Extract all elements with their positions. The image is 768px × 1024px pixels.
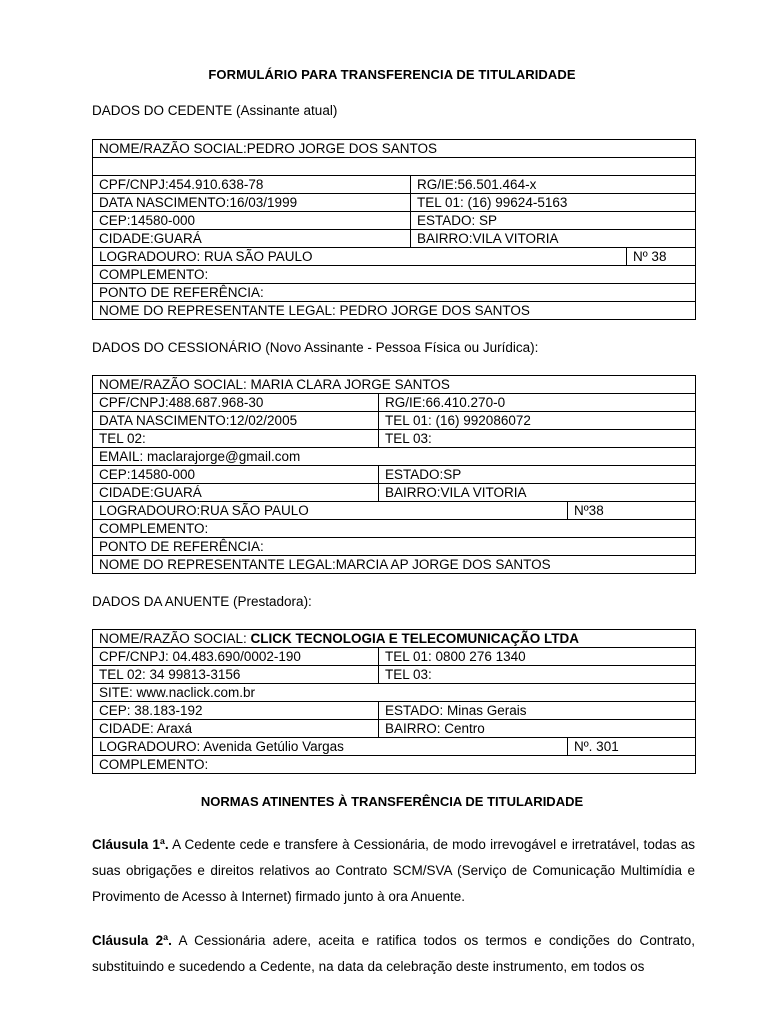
- anuente-nome-label: NOME/RAZÃO SOCIAL:: [99, 631, 251, 646]
- anuente-tel03[interactable]: TEL 03:: [379, 666, 696, 684]
- cessionario-complemento[interactable]: COMPLEMENTO:: [93, 520, 696, 538]
- clausula-2-label: Cláusula 2ª.: [92, 933, 172, 948]
- cessionario-tel02[interactable]: TEL 02:: [93, 430, 379, 448]
- cessionario-estado[interactable]: ESTADO:SP: [379, 466, 696, 484]
- cessionario-email[interactable]: EMAIL: maclarajorge@gmail.com: [93, 448, 696, 466]
- cedente-table: [92, 139, 696, 320]
- anuente-complemento[interactable]: COMPLEMENTO:: [93, 756, 696, 774]
- cedente-cep[interactable]: CEP:14580-000: [93, 212, 411, 230]
- anuente-cidade[interactable]: CIDADE: Araxá: [93, 720, 379, 738]
- document-title: FORMULÁRIO PARA TRANSFERENCIA DE TITULARIDADE: [208, 67, 576, 82]
- anuente-heading: DADOS DA ANUENTE (Prestadora):: [92, 594, 312, 609]
- anuente-numero[interactable]: Nº. 301: [568, 738, 696, 756]
- anuente-logradouro[interactable]: LOGRADOURO: Avenida Getúlio Vargas: [93, 738, 568, 756]
- cedente-numero[interactable]: Nº 38: [627, 248, 696, 266]
- cedente-representante[interactable]: NOME DO REPRESENTANTE LEGAL: PEDRO JORGE DOS SANTOS: [93, 302, 696, 320]
- cessionario-bairro[interactable]: BAIRRO:VILA VITORIA: [379, 484, 696, 502]
- clausula-1-label: Cláusula 1ª.: [92, 837, 169, 852]
- cedente-cpf[interactable]: CPF/CNPJ:454.910.638-78: [93, 176, 411, 194]
- cessionario-table: [92, 375, 696, 574]
- clausula-2: [92, 928, 695, 980]
- cessionario-numero[interactable]: Nº38: [568, 502, 696, 520]
- anuente-site[interactable]: SITE: www.naclick.com.br: [93, 684, 696, 702]
- clausula-1-text: A Cedente cede e transfere à Cessionária, de modo irrevogável e irretratável, todas as suas obrigações e direitos relativos ao Contrato SCM/SVA (Serviço de Comunicação Multimídia e Provimento de Acesso à Internet) firmado junto à ora Anuente.: [92, 837, 695, 904]
- cedente-cidade[interactable]: CIDADE:GUARÁ: [93, 230, 411, 248]
- anuente-cpf[interactable]: CPF/CNPJ: 04.483.690/0002-190: [93, 648, 379, 666]
- cedente-logradouro[interactable]: LOGRADOURO: RUA SÃO PAULO: [93, 248, 627, 266]
- cedente-bairro[interactable]: BAIRRO:VILA VITORIA: [411, 230, 696, 248]
- cessionario-representante[interactable]: NOME DO REPRESENTANTE LEGAL:MARCIA AP JORGE DOS SANTOS: [93, 556, 696, 574]
- cessionario-referencia[interactable]: PONTO DE REFERÊNCIA:: [93, 538, 696, 556]
- cessionario-cep[interactable]: CEP:14580-000: [93, 466, 379, 484]
- cessionario-nome[interactable]: NOME/RAZÃO SOCIAL: MARIA CLARA JORGE SANTOS: [93, 376, 696, 394]
- cedente-referencia[interactable]: PONTO DE REFERÊNCIA:: [93, 284, 696, 302]
- anuente-nome[interactable]: [93, 630, 696, 648]
- cessionario-nascimento[interactable]: DATA NASCIMENTO:12/02/2005: [93, 412, 379, 430]
- cedente-tel01[interactable]: TEL 01: (16) 99624-5163: [411, 194, 696, 212]
- cessionario-heading: DADOS DO CESSIONÁRIO (Novo Assinante - Pessoa Física ou Jurídica):: [92, 340, 539, 355]
- cedente-heading: DADOS DO CEDENTE (Assinante atual): [92, 103, 338, 118]
- anuente-table: [92, 629, 696, 774]
- cedente-complemento[interactable]: COMPLEMENTO:: [93, 266, 696, 284]
- clausula-1: [92, 832, 695, 910]
- anuente-tel01[interactable]: TEL 01: 0800 276 1340: [379, 648, 696, 666]
- normas-title: NORMAS ATINENTES À TRANSFERÊNCIA DE TITULARIDADE: [200, 794, 584, 809]
- anuente-nome-value: CLICK TECNOLOGIA E TELECOMUNICAÇÃO LTDA: [250, 631, 580, 646]
- cessionario-rg[interactable]: RG/IE:66.410.270-0: [379, 394, 696, 412]
- cedente-nome[interactable]: NOME/RAZÃO SOCIAL:PEDRO JORGE DOS SANTOS: [93, 140, 696, 158]
- cessionario-tel01[interactable]: TEL 01: (16) 992086072: [379, 412, 696, 430]
- anuente-tel02[interactable]: TEL 02: 34 99813-3156: [93, 666, 379, 684]
- cessionario-cidade[interactable]: CIDADE:GUARÁ: [93, 484, 379, 502]
- anuente-estado[interactable]: ESTADO: Minas Gerais: [379, 702, 696, 720]
- clausula-2-text: A Cessionária adere, aceita e ratifica todos os termos e condições do Contrato, substituindo e sucedendo a Cedente, na data da celebração deste instrumento, em todos os: [92, 933, 696, 974]
- cedente-rg[interactable]: RG/IE:56.501.464-x: [411, 176, 696, 194]
- cessionario-logradouro[interactable]: LOGRADOURO:RUA SÃO PAULO: [93, 502, 568, 520]
- cedente-nascimento[interactable]: DATA NASCIMENTO:16/03/1999: [93, 194, 411, 212]
- cedente-blank-row[interactable]: [93, 158, 696, 176]
- anuente-bairro[interactable]: BAIRRO: Centro: [379, 720, 696, 738]
- anuente-cep[interactable]: CEP: 38.183-192: [93, 702, 379, 720]
- cessionario-tel03[interactable]: TEL 03:: [379, 430, 696, 448]
- cedente-estado[interactable]: ESTADO: SP: [411, 212, 696, 230]
- cessionario-cpf[interactable]: CPF/CNPJ:488.687.968-30: [93, 394, 379, 412]
